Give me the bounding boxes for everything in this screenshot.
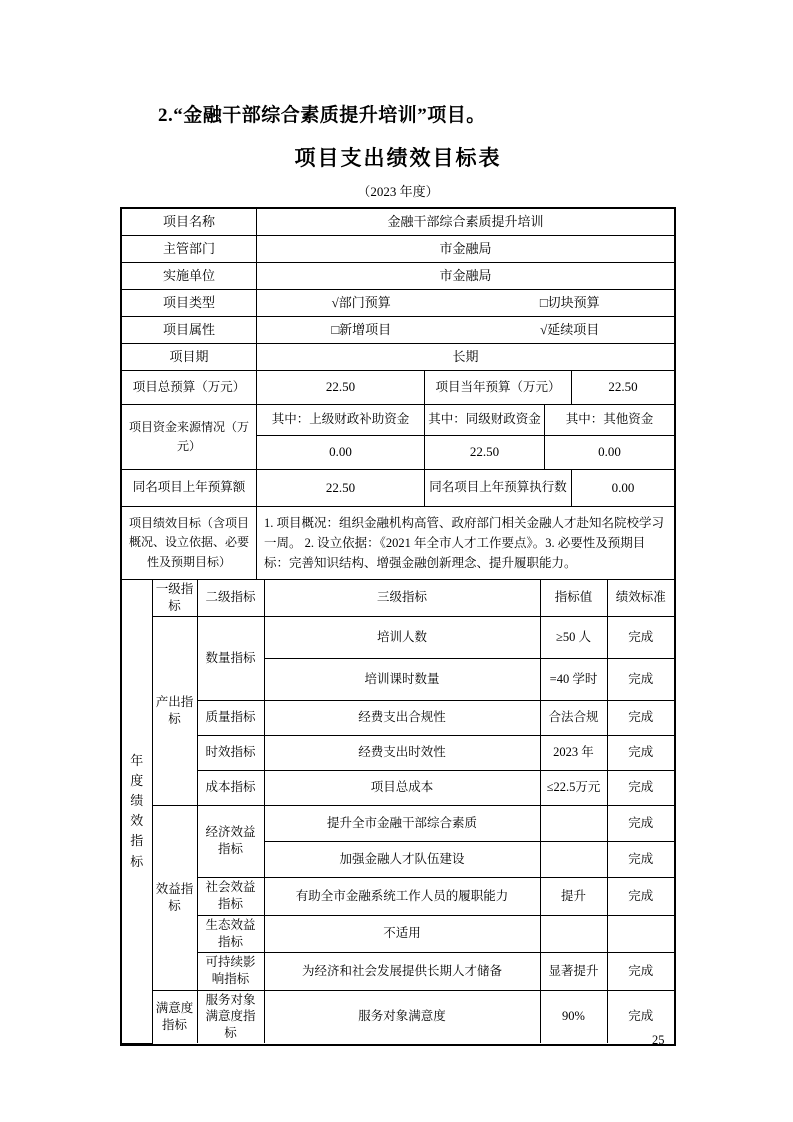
dept-label: 主管部门 <box>122 236 257 262</box>
header-level2: 二级指标 <box>197 580 264 617</box>
row-unit <box>122 263 674 290</box>
standard-cell: 完成 <box>607 841 674 877</box>
performance-goal-text: 1. 项目概况：组织金融机构高管、政府部门相关金融人才赴知名院校学习一周。 2. 设立依据：《2021 年全市人才工作要点》。3. 必要性及预期目标：完善知识结构、增强金融创新理念、提升履职能力。 <box>264 515 665 571</box>
row-project-attr <box>122 317 674 344</box>
value-cell <box>540 805 607 841</box>
performance-goal-label: 项目绩效目标（含项目概况、设立依据、必要性及预期目标） <box>122 507 257 579</box>
indicator-row <box>122 952 674 990</box>
indicator-row <box>122 700 674 735</box>
l2-cell: 数量指标 <box>197 616 264 700</box>
value-cell: 90% <box>540 990 607 1043</box>
l2-cell: 社会效益指标 <box>197 877 264 915</box>
standard-cell: 完成 <box>607 616 674 658</box>
group-output: 产出指标 <box>152 616 197 805</box>
l3-cell: 不适用 <box>264 915 540 952</box>
value-cell: 显著提升 <box>540 952 607 990</box>
indicator-row <box>122 877 674 915</box>
l3-cell: 项目总成本 <box>264 770 540 805</box>
row-project-name <box>122 209 674 236</box>
l2-cell: 服务对象满意度指标 <box>197 990 264 1043</box>
standard-cell: 完成 <box>607 990 674 1043</box>
row-project-type <box>122 290 674 317</box>
prev-budget-label: 同名项目上年预算额 <box>122 470 257 506</box>
standard-cell: 完成 <box>607 770 674 805</box>
row-prev-year <box>122 470 674 507</box>
funding-col2-label: 其中：同级财政资金 <box>425 405 545 435</box>
value-cell: ≥50 人 <box>540 616 607 658</box>
standard-cell: 完成 <box>607 700 674 735</box>
funding-col3-label: 其中：其他资金 <box>565 412 654 427</box>
unit-value: 市金融局 <box>439 267 492 283</box>
prev-execution-label: 同名项目上年预算执行数 <box>425 470 572 506</box>
funding-value-row <box>257 436 674 469</box>
header-standard: 绩效标准 <box>607 580 674 617</box>
project-type-options <box>257 290 674 316</box>
table-title: 项目支出绩效目标表 <box>294 147 502 170</box>
project-attr-options <box>257 317 674 343</box>
l2-cell: 经济效益指标 <box>197 805 264 877</box>
funding-col1-label: 其中：上级财政补助资金 <box>257 405 425 435</box>
l2-cell: 生态效益指标 <box>197 915 264 952</box>
current-year-budget-label: 项目当年预算（万元） <box>425 371 572 404</box>
value-cell: 提升 <box>540 877 607 915</box>
performance-target-table <box>120 207 676 1046</box>
row-funding-source <box>122 405 674 470</box>
header-level3: 三级指标 <box>264 580 540 617</box>
prev-execution-value: 0.00 <box>611 479 635 495</box>
l2-cell: 成本指标 <box>197 770 264 805</box>
prev-budget-value: 22.50 <box>257 470 425 506</box>
funding-col3-value: 0.00 <box>598 444 621 460</box>
l2-cell: 质量指标 <box>197 700 264 735</box>
project-period-label: 项目期 <box>122 344 257 370</box>
value-cell <box>540 915 607 952</box>
total-budget-value: 22.50 <box>257 371 425 404</box>
indicator-row <box>122 915 674 952</box>
standard-cell: 完成 <box>607 735 674 770</box>
option-block-budget: □切块预算 <box>539 294 600 310</box>
header-level1: 一级指标 <box>152 580 197 617</box>
row-dept <box>122 236 674 263</box>
value-cell: =40 学时 <box>540 658 607 700</box>
row-budget <box>122 371 674 405</box>
section-heading: 2.“金融干部综合素质提升培训”项目。 <box>158 105 486 126</box>
dept-value: 市金融局 <box>439 240 492 256</box>
l3-cell: 培训人数 <box>264 616 540 658</box>
l3-cell: 有助全市金融系统工作人员的履职能力 <box>264 877 540 915</box>
side-label: 年度绩效指标 <box>130 752 144 869</box>
current-year-budget-value: 22.50 <box>608 379 638 395</box>
indicator-row <box>122 770 674 805</box>
header-value: 指标值 <box>540 580 607 617</box>
indicator-row <box>122 616 674 658</box>
indicator-header-row <box>122 580 674 617</box>
standard-cell <box>607 915 674 952</box>
l3-cell: 培训课时数量 <box>264 658 540 700</box>
standard-cell: 完成 <box>607 952 674 990</box>
performance-goal-text-cell <box>257 507 674 579</box>
total-budget-label: 项目总预算（万元） <box>122 371 257 404</box>
row-performance-goal <box>122 507 674 579</box>
l3-cell: 加强金融人才队伍建设 <box>264 841 540 877</box>
funding-col1-value: 0.00 <box>257 436 425 469</box>
row-project-period <box>122 344 674 371</box>
option-dept-budget: √部门预算 <box>331 294 391 310</box>
project-name-value: 金融干部综合素质提升培训 <box>387 213 544 229</box>
l2-cell: 可持续影响指标 <box>197 952 264 990</box>
indicator-row <box>122 990 674 1043</box>
l2-cell: 时效指标 <box>197 735 264 770</box>
project-attr-label: 项目属性 <box>122 317 257 343</box>
value-cell: 2023 年 <box>540 735 607 770</box>
funding-source-label: 项目资金来源情况（万元） <box>122 405 257 469</box>
standard-cell: 完成 <box>607 877 674 915</box>
value-cell <box>540 841 607 877</box>
value-cell: 合法合规 <box>540 700 607 735</box>
group-benefit: 效益指标 <box>152 805 197 990</box>
indicator-table <box>122 579 674 1044</box>
project-name-label: 项目名称 <box>122 209 257 235</box>
value-cell: ≤22.5万元 <box>540 770 607 805</box>
option-new-project: □新增项目 <box>331 321 392 337</box>
l3-cell: 经费支出时效性 <box>264 735 540 770</box>
project-period-value: 长期 <box>452 348 479 364</box>
standard-cell: 完成 <box>607 805 674 841</box>
table-subtitle: （2023 年度） <box>357 184 439 199</box>
l3-cell: 为经济和社会发展提供长期人才储备 <box>264 952 540 990</box>
indicator-row <box>122 805 674 841</box>
funding-col2-value: 22.50 <box>425 436 545 469</box>
side-label-cell <box>122 580 152 1044</box>
page-content <box>120 100 676 1046</box>
standard-cell: 完成 <box>607 658 674 700</box>
indicator-row <box>122 735 674 770</box>
funding-header-row <box>257 405 674 436</box>
unit-label: 实施单位 <box>122 263 257 289</box>
l3-cell: 提升全市金融干部综合素质 <box>264 805 540 841</box>
group-satisfaction: 满意度指标 <box>152 990 197 1043</box>
option-continue-project: √延续项目 <box>540 321 600 337</box>
funding-source-grid <box>257 405 674 469</box>
page-number: 25 <box>652 1033 665 1047</box>
l3-cell: 经费支出合规性 <box>264 700 540 735</box>
l3-cell: 服务对象满意度 <box>264 990 540 1043</box>
project-type-label: 项目类型 <box>122 290 257 316</box>
